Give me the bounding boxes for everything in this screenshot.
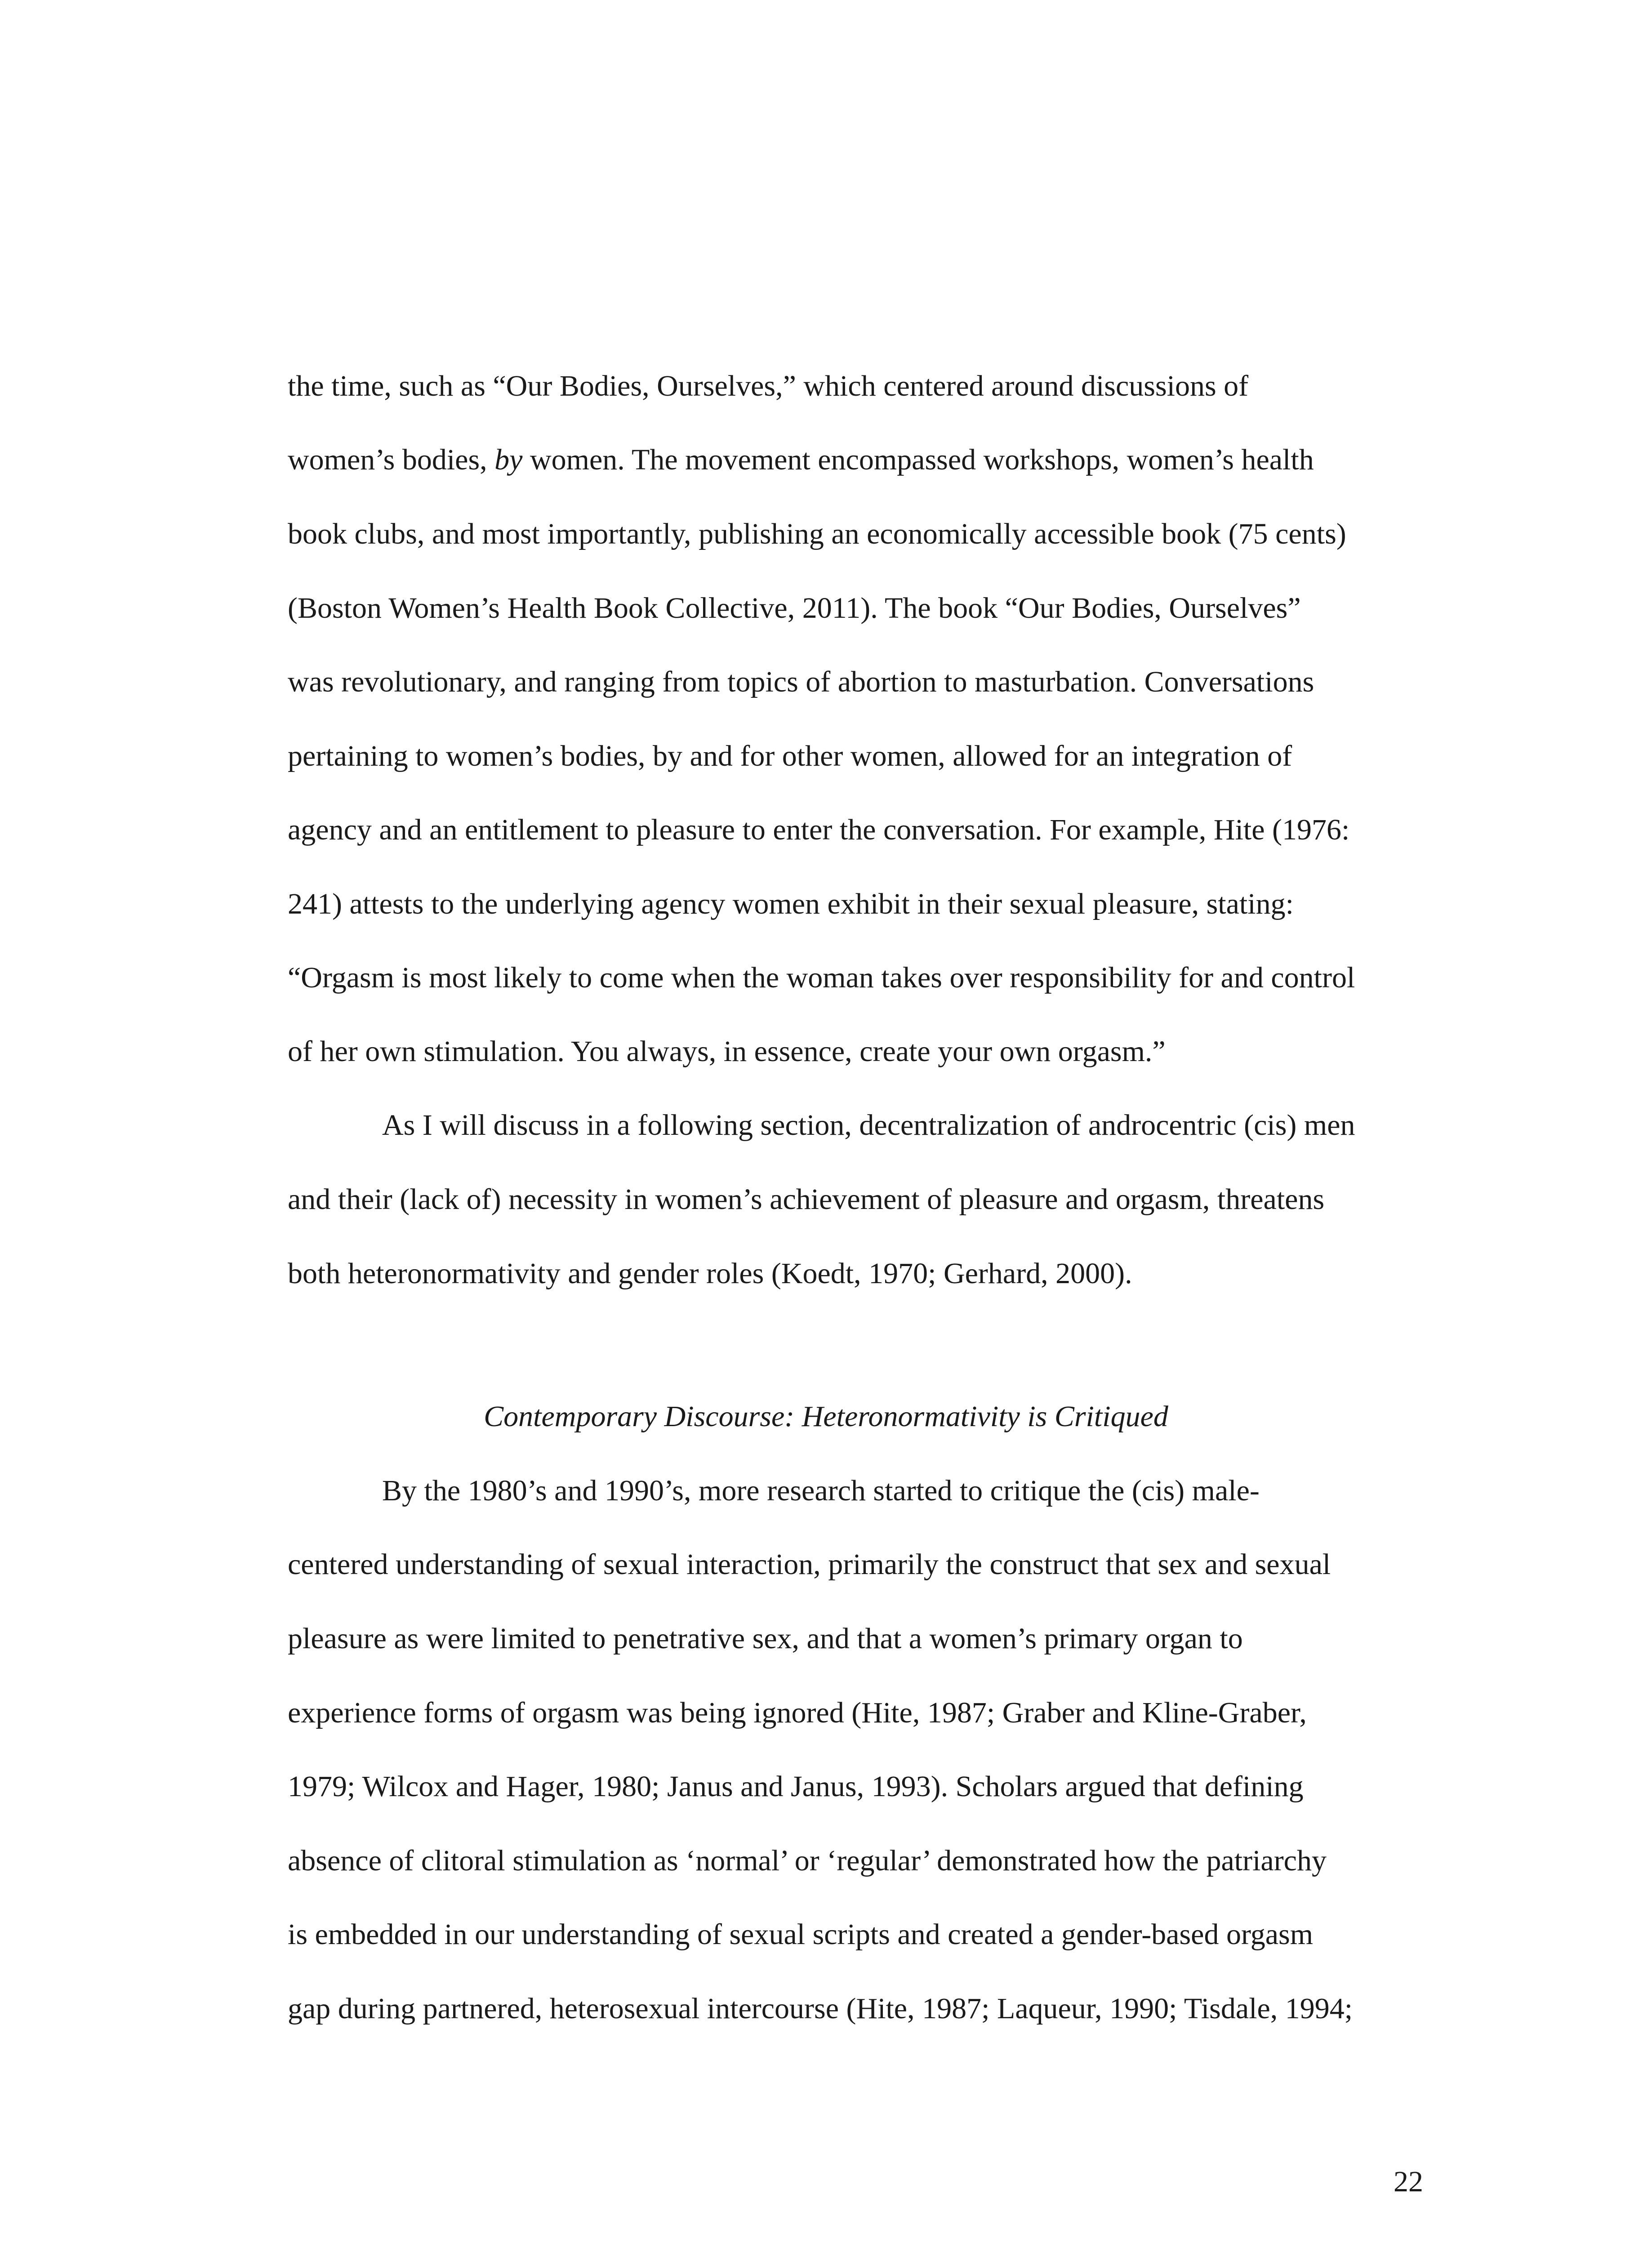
body-text-line: the time, such as “Our Bodies, Ourselves,” which centered around discussions of: [288, 370, 1249, 402]
body-text-line: pleasure as were limited to penetrative sex, and that a women’s primary organ to: [288, 1622, 1243, 1655]
body-text-line: (Boston Women’s Health Book Collective, 2011). The book “Our Bodies, Ourselves”: [288, 592, 1301, 624]
body-text-line: of her own stimulation. You always, in essence, create your own orgasm.”: [288, 1035, 1166, 1068]
body-text-line: experience forms of orgasm was being ignored (Hite, 1987; Graber and Kline-Graber,: [288, 1696, 1307, 1729]
body-text-line: was revolutionary, and ranging from topics of abortion to masturbation. Conversations: [288, 665, 1314, 698]
body-text-line: [288, 445, 1314, 475]
body-text-line: pertaining to women’s bodies, by and for other women, allowed for an integration of: [288, 740, 1292, 772]
body-text-line: gap during partnered, heterosexual intercourse (Hite, 1987; Laqueur, 1990; Tisdale, 1994;: [288, 1992, 1353, 2025]
body-text-line: book clubs, and most importantly, publishing an economically accessible book (75 cents): [288, 517, 1346, 550]
body-text-fragment: women. The movement encompassed workshops, women’s health: [522, 443, 1314, 476]
body-text-line: agency and an entitlement to pleasure to enter the conversation. For example, Hite (1976:: [288, 813, 1350, 846]
body-text-line: 1979; Wilcox and Hager, 1980; Janus and Janus, 1993). Scholars argued that defining: [288, 1770, 1304, 1803]
body-text-line: “Orgasm is most likely to come when the woman takes over responsibility for and control: [288, 961, 1355, 994]
page-number: 22: [1394, 2165, 1423, 2198]
body-text-line: As I will discuss in a following section, decentralization of androcentric (cis) men: [382, 1109, 1355, 1142]
body-text-fragment: women’s bodies,: [288, 443, 495, 476]
body-text-line: centered understanding of sexual interaction, primarily the construct that sex and sexual: [288, 1548, 1331, 1581]
body-text-line: both heteronormativity and gender roles (Koedt, 1970; Gerhard, 2000).: [288, 1257, 1132, 1290]
body-text-line: is embedded in our understanding of sexual scripts and created a gender-based orgasm: [288, 1918, 1314, 1951]
italic-emphasis: by: [494, 443, 523, 476]
body-text-line: absence of clitoral stimulation as ‘normal’ or ‘regular’ demonstrated how the patriarchy: [288, 1844, 1327, 1877]
body-text-line: and their (lack of) necessity in women’s achievement of pleasure and orgasm, threatens: [288, 1183, 1325, 1216]
body-text-line: 241) attests to the underlying agency women exhibit in their sexual pleasure, stating:: [288, 888, 1294, 920]
body-text-line: By the 1980’s and 1990’s, more research started to critique the (cis) male-: [382, 1474, 1260, 1507]
section-heading: Contemporary Discourse: Heteronormativity is Critiqued: [484, 1400, 1168, 1433]
